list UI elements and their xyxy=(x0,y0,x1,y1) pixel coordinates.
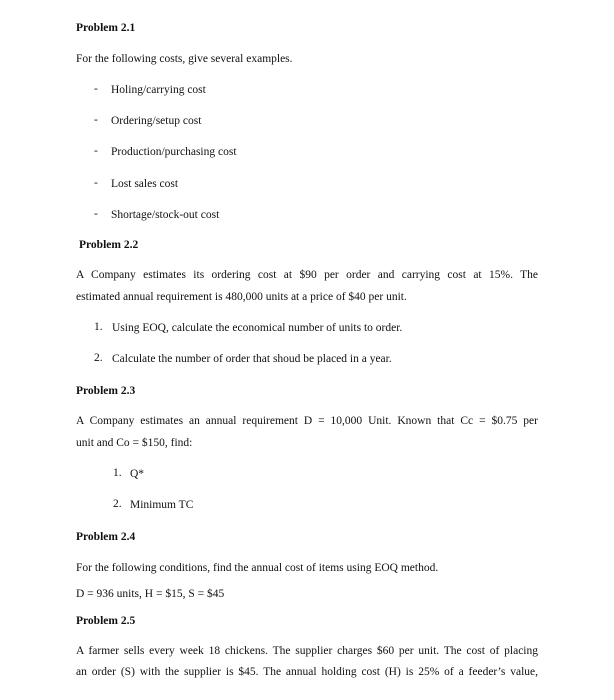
problem-2-5-paragraph-line-2: an order (S) with the supplier is $45. The annual holding cost (H) is 25% of a feeder’s value, xyxy=(76,666,538,678)
problem-2-2-paragraph-line-1: A Company estimates its ordering cost at $90 per order and carrying cost at 15%. The xyxy=(76,269,538,281)
problem-2-3-heading: Problem 2.3 xyxy=(76,385,136,397)
problem-2-3-item-2: Minimum TC xyxy=(130,499,194,511)
cost-item-ordering: Ordering/setup cost xyxy=(111,115,202,127)
cost-item-holding: Holing/carrying cost xyxy=(111,84,206,96)
bullet-dash: - xyxy=(94,177,98,189)
cost-item-production: Production/purchasing cost xyxy=(111,146,237,158)
problem-2-3-item-1: Q* xyxy=(130,468,145,480)
bullet-dash: - xyxy=(94,114,98,126)
cost-item-shortage: Shortage/stock-out cost xyxy=(111,209,220,221)
problem-2-4-line-2: D = 936 units, H = $15, S = $45 xyxy=(76,588,225,600)
problem-2-5-paragraph-line-1: A farmer sells every week 18 chickens. The supplier charges $60 per unit. The cost of placing xyxy=(76,645,538,657)
bullet-dash: - xyxy=(94,208,98,220)
problem-2-5-heading: Problem 2.5 xyxy=(76,615,136,627)
problem-2-2-item-1: Using EOQ, calculate the economical number of units to order. xyxy=(112,322,403,334)
problem-2-1-heading: Problem 2.1 xyxy=(76,22,136,34)
problem-2-4-heading: Problem 2.4 xyxy=(76,531,136,543)
problem-2-3-paragraph-line-2: unit and Co = $150, find: xyxy=(76,437,193,449)
list-number: 1. xyxy=(94,321,103,333)
list-number: 1. xyxy=(113,467,122,479)
problem-2-2-item-2: Calculate the number of order that shoud be placed in a year. xyxy=(112,353,392,365)
list-number: 2. xyxy=(113,498,122,510)
problem-2-4-line-1: For the following conditions, find the annual cost of items using EOQ method. xyxy=(76,562,439,574)
bullet-dash: - xyxy=(94,145,98,157)
cost-item-lost-sales: Lost sales cost xyxy=(111,178,179,190)
problem-2-1-intro: For the following costs, give several examples. xyxy=(76,53,293,65)
problem-2-2-paragraph-line-2: estimated annual requirement is 480,000 units at a price of $40 per unit. xyxy=(76,291,407,303)
bullet-dash: - xyxy=(94,83,98,95)
list-number: 2. xyxy=(94,352,103,364)
problem-2-3-paragraph-line-1: A Company estimates an annual requirement D = 10,000 Unit. Known that Cc = $0.75 per xyxy=(76,415,538,427)
problem-2-2-heading: Problem 2.2 xyxy=(79,239,139,251)
